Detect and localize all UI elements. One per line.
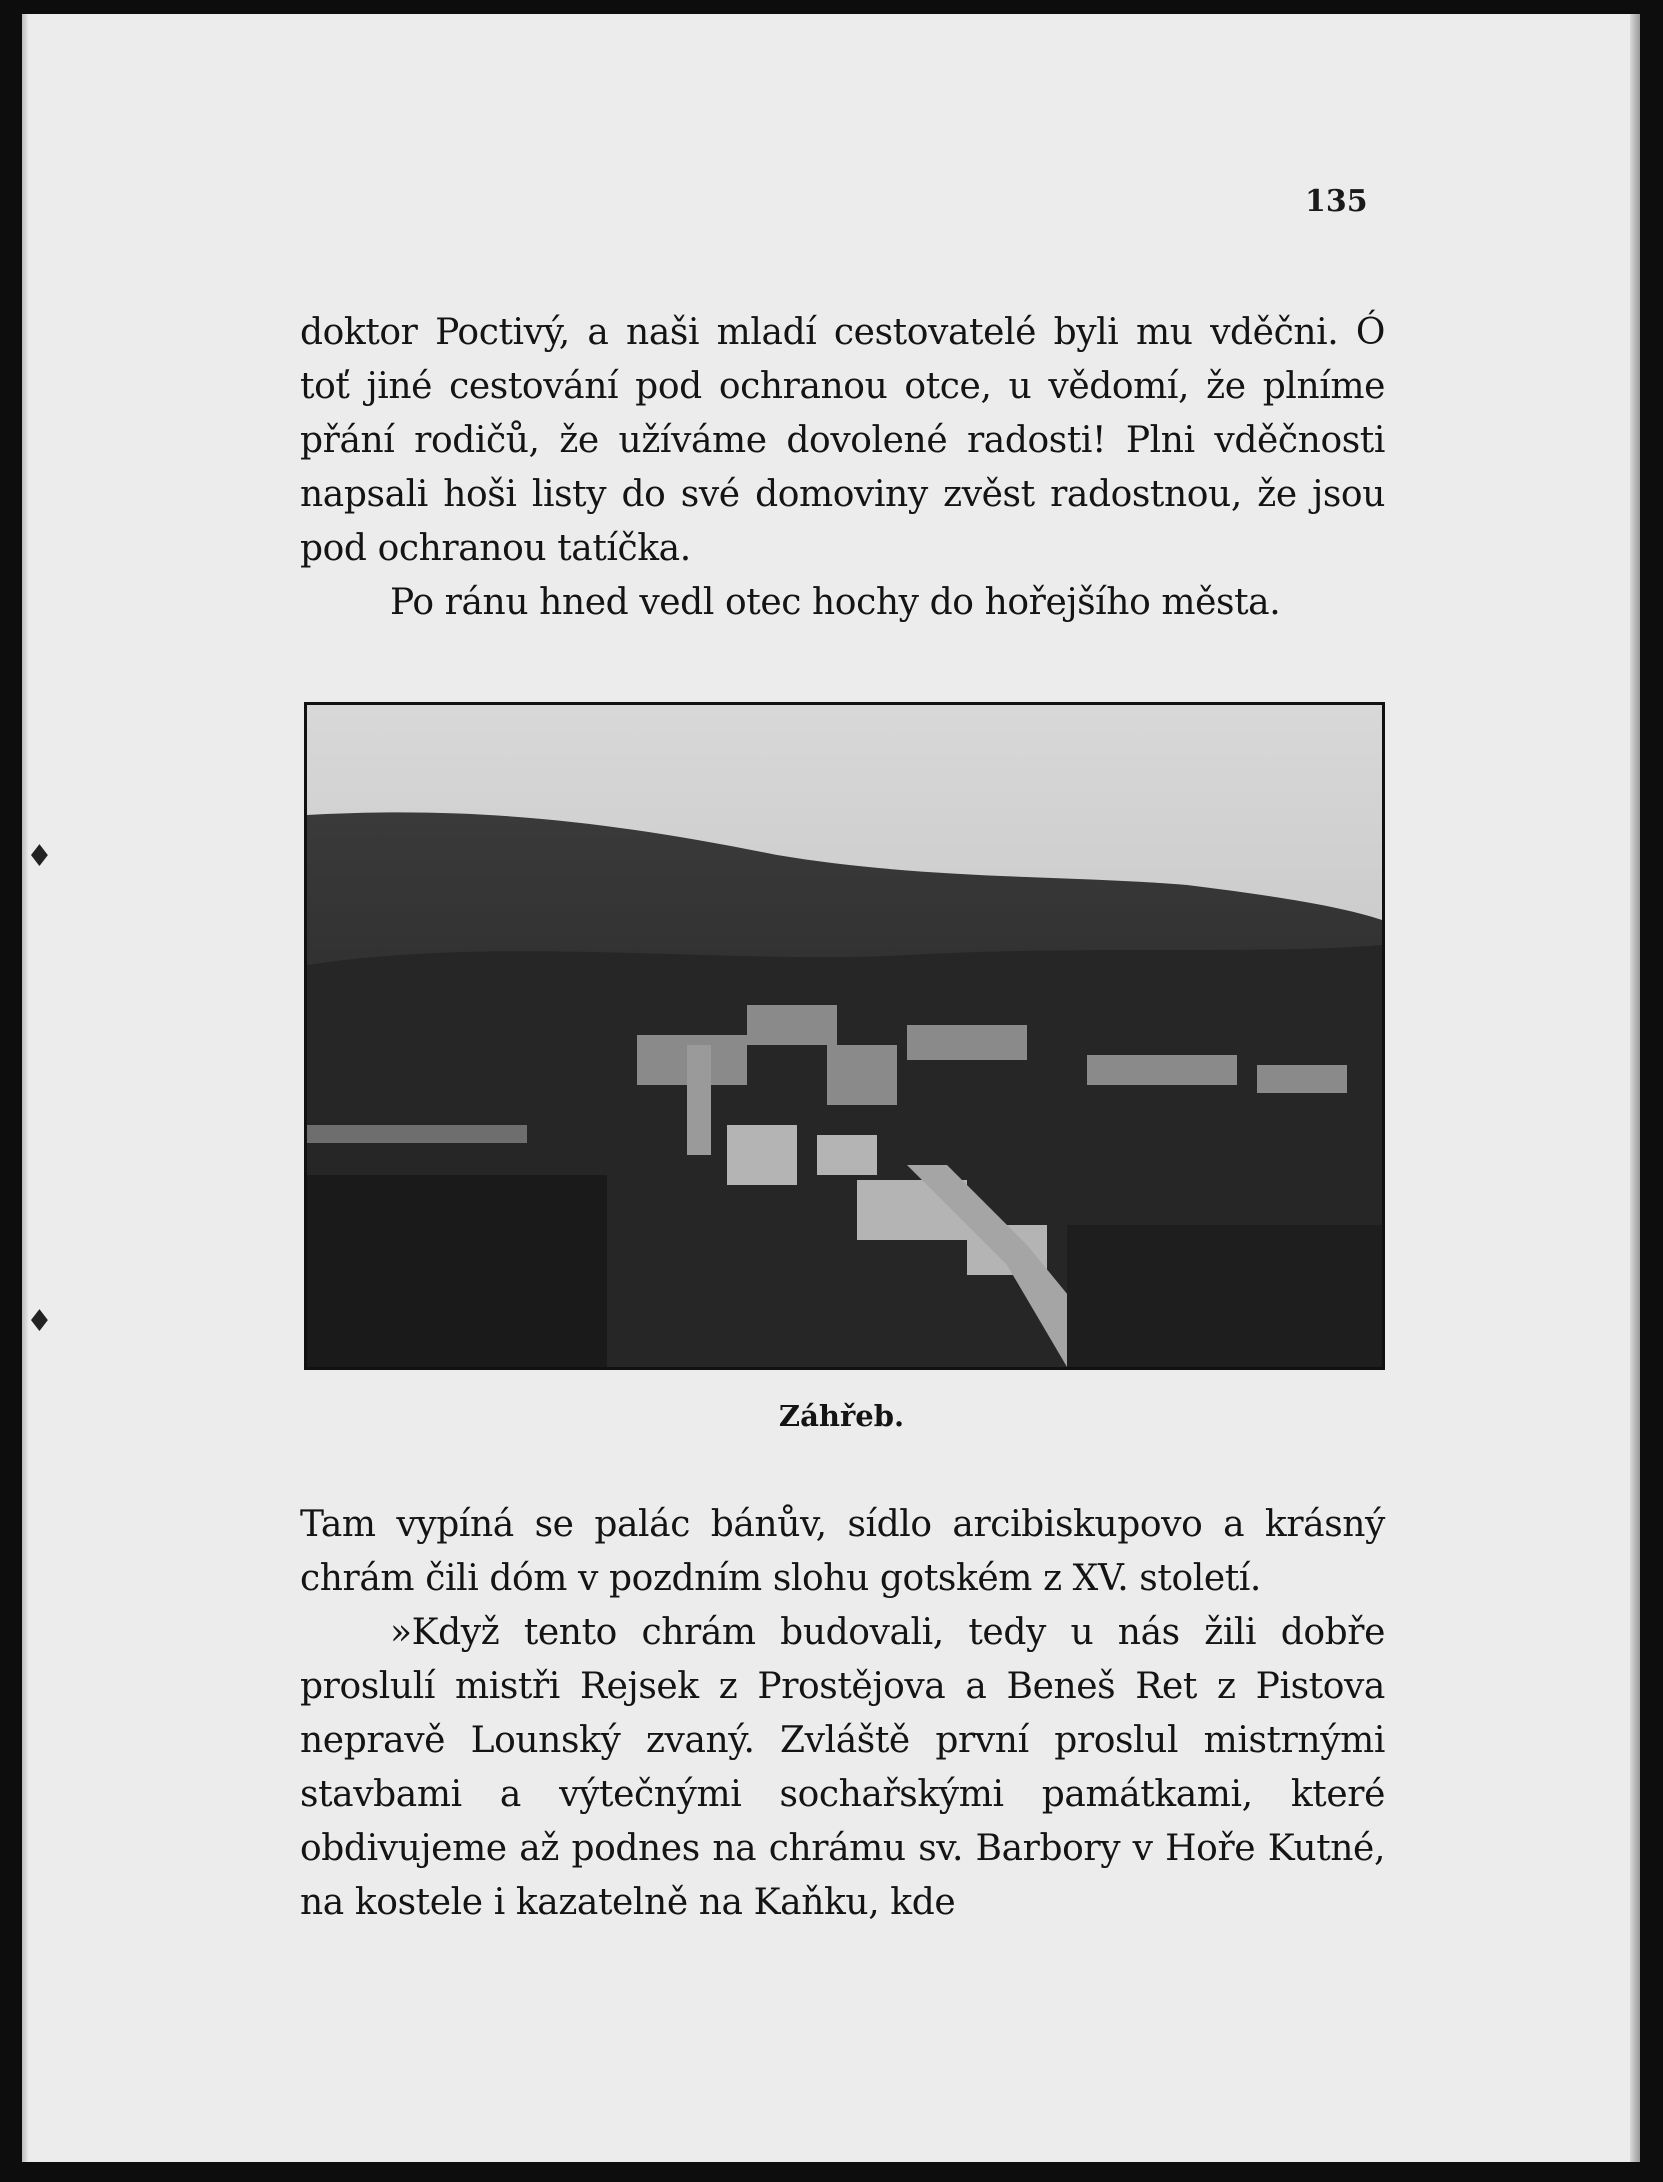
paragraph: Po ránu hned vedl otec hochy do hořejšího města. (390, 582, 1281, 623)
pin-mark-icon: ♦ (26, 839, 53, 874)
city-photo-illustration (307, 705, 1382, 1367)
figure-caption: Záhřeb. (778, 1399, 905, 1433)
page-edge (1630, 14, 1640, 2162)
text-block-top (300, 306, 1385, 630)
book-page (22, 14, 1640, 2162)
paragraph: doktor Poctivý, a naši mladí cestovatelé byli mu vděčni. Ó toť jiné cestování pod ochranou otce, u vědomí, že plníme přání rodičů, že užíváme dovolené radosti! Plni vděčnosti napsali hoši listy do své domoviny zvěst radostnou, že jsou pod ochranou tatíčka. (300, 312, 1385, 569)
page-spine (22, 14, 28, 2162)
photo-zagreb (304, 702, 1385, 1370)
paragraph: Tam vypíná se palác bánův, sídlo arcibiskupovo a krásný chrám čili dóm v pozdním slohu gotském z XV. století. (300, 1504, 1385, 1599)
paragraph: »Když tento chrám budovali, tedy u nás žili dobře proslulí mistři Rejsek z Prostějova a Beneš Ret z Pistova nepravě Lounský zvaný. Zvláště první proslul mistrnými stavbami a výtečnými sochařskými památkami, které obdivujeme až podnes na chrámu sv. Barbory v Hoře Kutné, na kostele i kazatelně na Kaňku, kde (300, 1612, 1385, 1923)
page-number: 135 (1305, 184, 1368, 219)
pin-mark-icon: ♦ (26, 1304, 53, 1339)
text-block-bottom (300, 1498, 1385, 1930)
